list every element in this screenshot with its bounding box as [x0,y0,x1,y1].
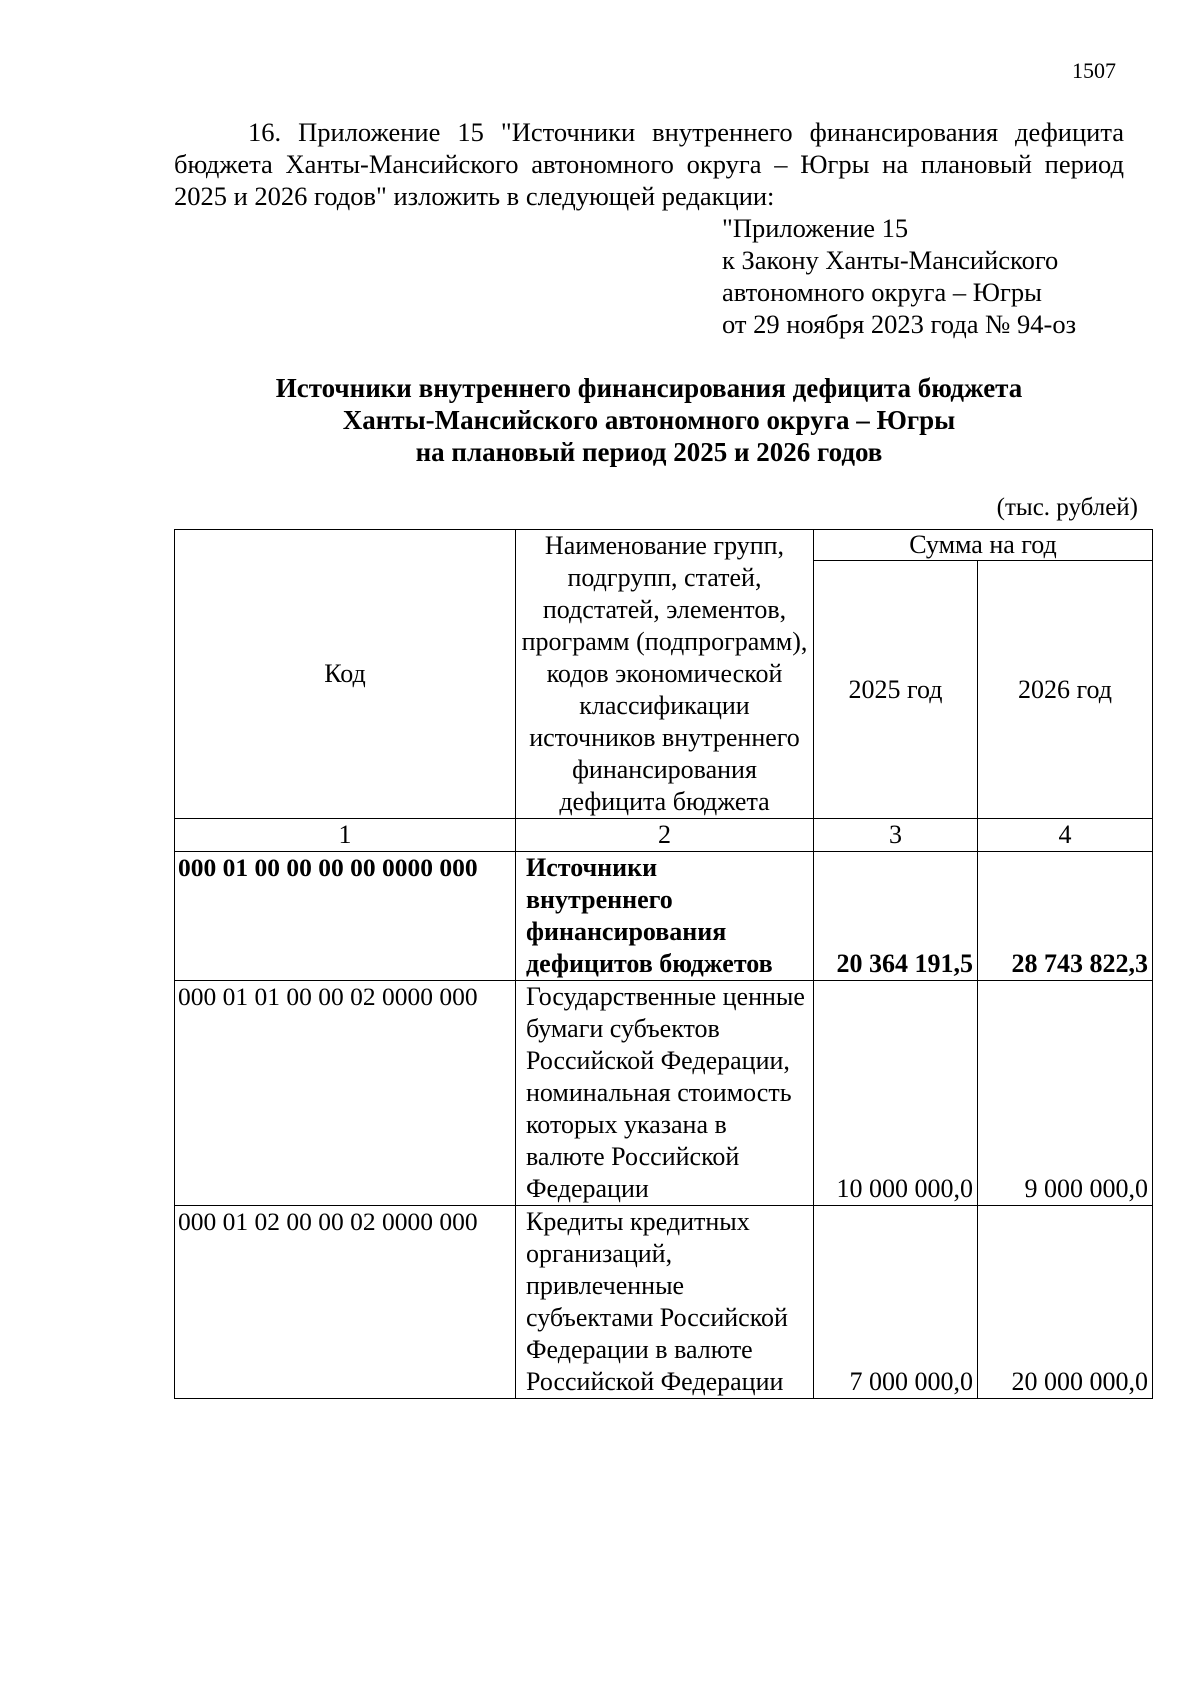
row-value-2025: 10 000 000,0 [814,981,978,1206]
title-line: Источники внутреннего финансирования дефицита бюджета [275,373,1023,403]
row-name: Кредиты кредитных организаций, привлеченные субъектами Российской Федерации в валюте Российской Федерации [516,1206,814,1399]
document-title [174,372,1124,468]
page-number: 1507 [1072,58,1116,83]
row-name: Государственные ценные бумаги субъектов Российской Федерации, номинальная стоимость которых указана в валюте Российской Федерации [516,981,814,1206]
row-name: Источники внутреннего финансирования дефицитов бюджетов [516,852,814,981]
header-row [175,530,1153,561]
column-number: 3 [814,819,978,852]
title-line: на плановый период 2025 и 2026 годов [415,437,883,467]
header-2026: 2026 год [978,561,1153,819]
table-row [175,981,1153,1206]
appendix-ref-line: автономного округа – Югры [722,277,1042,307]
header-sum: Сумма на год [814,530,1153,561]
appendix-ref-line: к Закону Ханты-Мансийского [722,245,1059,275]
table-row [175,1206,1153,1399]
unit-label: (тыс. рублей) [996,494,1138,521]
appendix-ref-line: от 29 ноября 2023 года № 94-оз [722,309,1077,339]
financing-sources-table [174,529,1153,1399]
row-code: 000 01 00 00 00 00 0000 000 [175,852,516,981]
row-value-2026: 28 743 822,3 [978,852,1153,981]
title-line: Ханты-Мансийского автономного округа – Югры [342,405,956,435]
row-value-2025: 7 000 000,0 [814,1206,978,1399]
table-row [175,852,1153,981]
row-value-2026: 9 000 000,0 [978,981,1153,1206]
row-code: 000 01 02 00 00 02 0000 000 [175,1206,516,1399]
appendix-ref-line: "Приложение 15 [722,213,909,243]
appendix-reference [722,212,1076,340]
row-code: 000 01 01 00 00 02 0000 000 [175,981,516,1206]
header-name: Наименование групп, подгрупп, статей, подстатей, элементов, программ (подпрограмм), кодов экономической классификации источников внутреннего финансирования дефицита бюджета [516,530,814,819]
column-number: 4 [978,819,1153,852]
column-number: 1 [175,819,516,852]
column-number-row [175,819,1153,852]
header-2025: 2025 год [814,561,978,819]
row-value-2025: 20 364 191,5 [814,852,978,981]
column-number: 2 [516,819,814,852]
intro-paragraph: 16. Приложение 15 "Источники внутреннего финансирования дефицита бюджета Ханты-Мансийского автономного округа – Югры на плановый период 2025 и 2026 годов" изложить в следующей редакции: [174,117,1124,211]
row-value-2026: 20 000 000,0 [978,1206,1153,1399]
header-code: Код [175,530,516,819]
